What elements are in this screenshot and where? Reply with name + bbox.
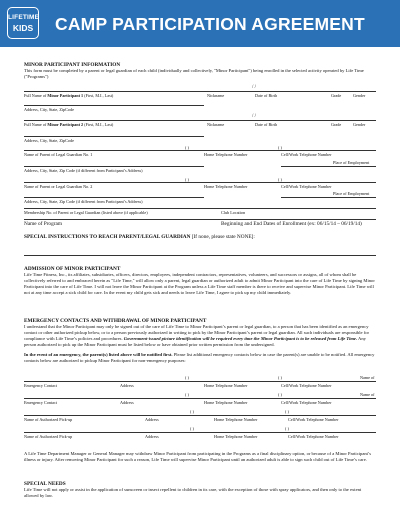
special-instructions-note: [If none, please state NONE]: (190, 234, 255, 240)
page-title: CAMP PARTICIPATION AGREEMENT (55, 14, 365, 34)
emergency-notify-text: In the event of an emergency, the parent(s) listed above will be notified first. Please list additional emergency contacts below in case the parent(s) are unable to be notified. All emergency contacts below are authorized to pickup Minor Participant for non-emergency purposes: (24, 352, 375, 364)
ap1-home-parens: ( ) (190, 409, 194, 414)
ec1-home-phone-label: Home Telephone Number (204, 383, 248, 388)
ec1-cell-phone-label: Cell/Work Telephone Number (281, 383, 332, 388)
minor-info-intro: This form must be completed by a parent or legal guardian of each child (individually and collectively, "Minor Participant") being enrolled in the selected activity operated by Life Time ("Programs") (24, 68, 364, 80)
membership-line[interactable] (24, 208, 376, 209)
g1-address-line[interactable] (24, 166, 204, 167)
special-needs-text: Life Time will not apply or assist in the application of sunscreen or insect repellent to children in its care, with the exception of those with spray applicators, and then only to the extent allowed by law. (24, 487, 362, 499)
ap1-address-label: Address (145, 417, 159, 422)
g1-employment-line[interactable] (281, 166, 376, 167)
p1-dob-label: Date of Birth (255, 93, 278, 98)
minor-info-heading: MINOR PARTICIPANT INFORMATION (24, 62, 121, 68)
ap2-label: Name of Authorized Pick-up (24, 434, 73, 439)
p2-address-line[interactable] (24, 136, 204, 137)
g2-home-phone-parens: ( ) (185, 177, 189, 182)
g1-cell-phone-parens: ( ) (278, 145, 282, 150)
g2-address-label: Address, City, State, Zip Code (if different from Participant’s Address) (24, 199, 143, 204)
membership-label: Membership No. of Parent or Legal Guardian (listed above (if applicable) (24, 210, 148, 215)
p1-full-name-label: Full Name of Minor Participant 1 (First, M.I., Last) (24, 93, 114, 98)
special-needs-heading: SPECIAL NEEDS (24, 481, 66, 487)
ap2-address-label: Address (145, 434, 159, 439)
p2-grade-label: Grade (331, 122, 342, 127)
g2-employment-label: Place of Employment (333, 191, 370, 196)
g2-cell-phone-parens: ( ) (278, 177, 282, 182)
admission-text: Life Time Fitness, Inc., its affiliates, subsidiaries, officers, directors, employees, independent contractors, representatives, volunteers, and successors or assigns, all of whom shall be collectively referred to and embraced herein as "Life Time," will allow only a parent, legal guardian or authorized adult to admit Minor Participant into the care of Life Time by signing Minor Participant into the care of Life Time. I will not leave the Minor Participant at the Program unless a Life Time staff member is there to receive and supervise Minor Participant. Life Time will not at any time accept a sick child for care. In the event my child gets sick and needs to leave Life Time, I agree to pick up my child immediately. (24, 272, 375, 296)
p2-address-label: Address, City, State, ZipCode (24, 138, 74, 143)
ec2-home-phone-label: Home Telephone Number (204, 400, 248, 405)
ec2-line[interactable] (24, 398, 376, 399)
program-line[interactable] (24, 219, 376, 220)
ec2-address-label: Address (120, 400, 134, 405)
g2-cell-phone-label: Cell/Work Telephone Number (281, 184, 332, 189)
emergency-heading: EMERGENCY CONTACTS AND WITHDRAWAL OF MINOR PARTICIPANT (24, 318, 207, 324)
g1-line[interactable] (24, 150, 376, 151)
p1-grade-label: Grade (331, 93, 342, 98)
ap1-label: Name of Authorized Pick-up (24, 417, 73, 422)
ap1-line[interactable] (24, 415, 376, 416)
ec1-label: Emergency Contact (24, 383, 58, 388)
enrollment-dates-label: Beginning and End Dates of Enrollment (ex: 06/15/14 – 06/19/14) (221, 221, 362, 227)
ec1-line[interactable] (24, 381, 376, 382)
ec1-address-label: Address (120, 383, 134, 388)
ec1-name-of: Name of (360, 375, 375, 380)
g1-cell-phone-label: Cell/Work Telephone Number (281, 152, 332, 157)
special-needs-section (24, 481, 376, 499)
g1-employment-label: Place of Employment (333, 160, 370, 165)
g1-home-phone-label: Home Telephone Number (204, 152, 248, 157)
p1-address-line[interactable] (24, 105, 204, 106)
ap1-home-phone-label: Home Telephone Number (214, 417, 258, 422)
ap2-cell-phone-label: Cell/Work Telephone Number (288, 434, 339, 439)
logo-text-line2: KIDS (12, 22, 34, 33)
g2-line[interactable] (24, 182, 376, 183)
logo-text-line1: LIFETIME (8, 14, 40, 21)
ec2-home-parens: ( ) (185, 392, 189, 397)
g2-home-phone-label: Home Telephone Number (204, 184, 248, 189)
ec1-home-parens: ( ) (185, 375, 189, 380)
g1-home-phone-parens: ( ) (185, 145, 189, 150)
program-label: Name of Program (24, 221, 62, 227)
special-instructions-heading: SPECIAL INSTRUCTIONS TO REACH PARENT/LEGAL GUARDIAN (24, 234, 191, 240)
admission-heading: ADMISSION OF MINOR PARTICIPANT (24, 266, 121, 272)
g1-name-label: Name of Parent of Legal Guardian No. 1 (24, 152, 93, 157)
ec2-cell-parens: ( ) (278, 392, 282, 397)
ap2-home-phone-label: Home Telephone Number (214, 434, 258, 439)
withdraw-section (24, 451, 376, 463)
ap2-home-parens: ( ) (190, 426, 194, 431)
p2-full-name-label: Full Name of Minor Participant 2 (First, M.I., Last) (24, 122, 114, 127)
g2-name-label: Name of Parent or Legal Guardian No. 2 (24, 184, 93, 189)
p2-name-line[interactable] (24, 120, 376, 121)
admission-section (24, 266, 376, 296)
ap1-cell-parens: ( ) (285, 409, 289, 414)
emergency-text: I understand that the Minor Participant may only be signed out of the care of Life Time to Minor Participant’s parent or legal guardian, to a person that has been identified as an emergency contact or other authorized pickup below, or to a person previously authorized in writing to pick by the Minor Participant’s parent or legal guardian. All such individuals are responsible for compliance with Life Time’s policies and procedures. Government-issued picture identification will be required every time the Minor Participant is to be released from Life Time. Any person authorized to pick up the Minor Participant must be listed below or have obtained prior written permission from the undersigned. (24, 324, 370, 348)
p1-address-label: Address, City, State, ZipCode (24, 107, 74, 112)
club-location-label: Club Location (221, 210, 246, 215)
p2-dob-slashes: / / (252, 114, 257, 119)
p2-nickname-label: Nickname (207, 122, 225, 127)
ap2-cell-parens: ( ) (285, 426, 289, 431)
lifetime-kids-logo (7, 7, 39, 39)
g2-address-line[interactable] (24, 197, 204, 198)
p1-dob-slashes: / / (252, 85, 257, 90)
p1-nickname-label: Nickname (207, 93, 225, 98)
special-instructions-line[interactable] (24, 255, 376, 256)
withdraw-text: A Life Time Department Manager or General Manager may withdraw Minor Participant from participating in the Programs as a final disciplinary option, or because of a Minor Participant’s illness or injury. After removing Minor Participant for such a reason, Life Time will supervise Minor Participant until an authorized adult is able to sign such child out of Life Time’s care. (24, 451, 371, 462)
g2-employment-line[interactable] (281, 197, 376, 198)
emergency-section (24, 318, 376, 364)
p2-gender-label: Gender (353, 122, 366, 127)
ec2-name-of: Name of (360, 392, 375, 397)
ap1-cell-phone-label: Cell/Work Telephone Number (288, 417, 339, 422)
minor-info-heading-block (24, 62, 376, 80)
p1-gender-label: Gender (353, 93, 366, 98)
g1-address-label: Address, City, State, Zip Code (if different from Participant’s Address) (24, 168, 143, 173)
header-banner (0, 0, 400, 47)
special-instructions (24, 234, 376, 240)
ec1-cell-parens: ( ) (278, 375, 282, 380)
ec2-label: Emergency Contact (24, 400, 58, 405)
p1-name-line[interactable] (24, 91, 376, 92)
ec2-cell-phone-label: Cell/Work Telephone Number (281, 400, 332, 405)
ap2-line[interactable] (24, 432, 376, 433)
p2-dob-label: Date of Birth (255, 122, 278, 127)
